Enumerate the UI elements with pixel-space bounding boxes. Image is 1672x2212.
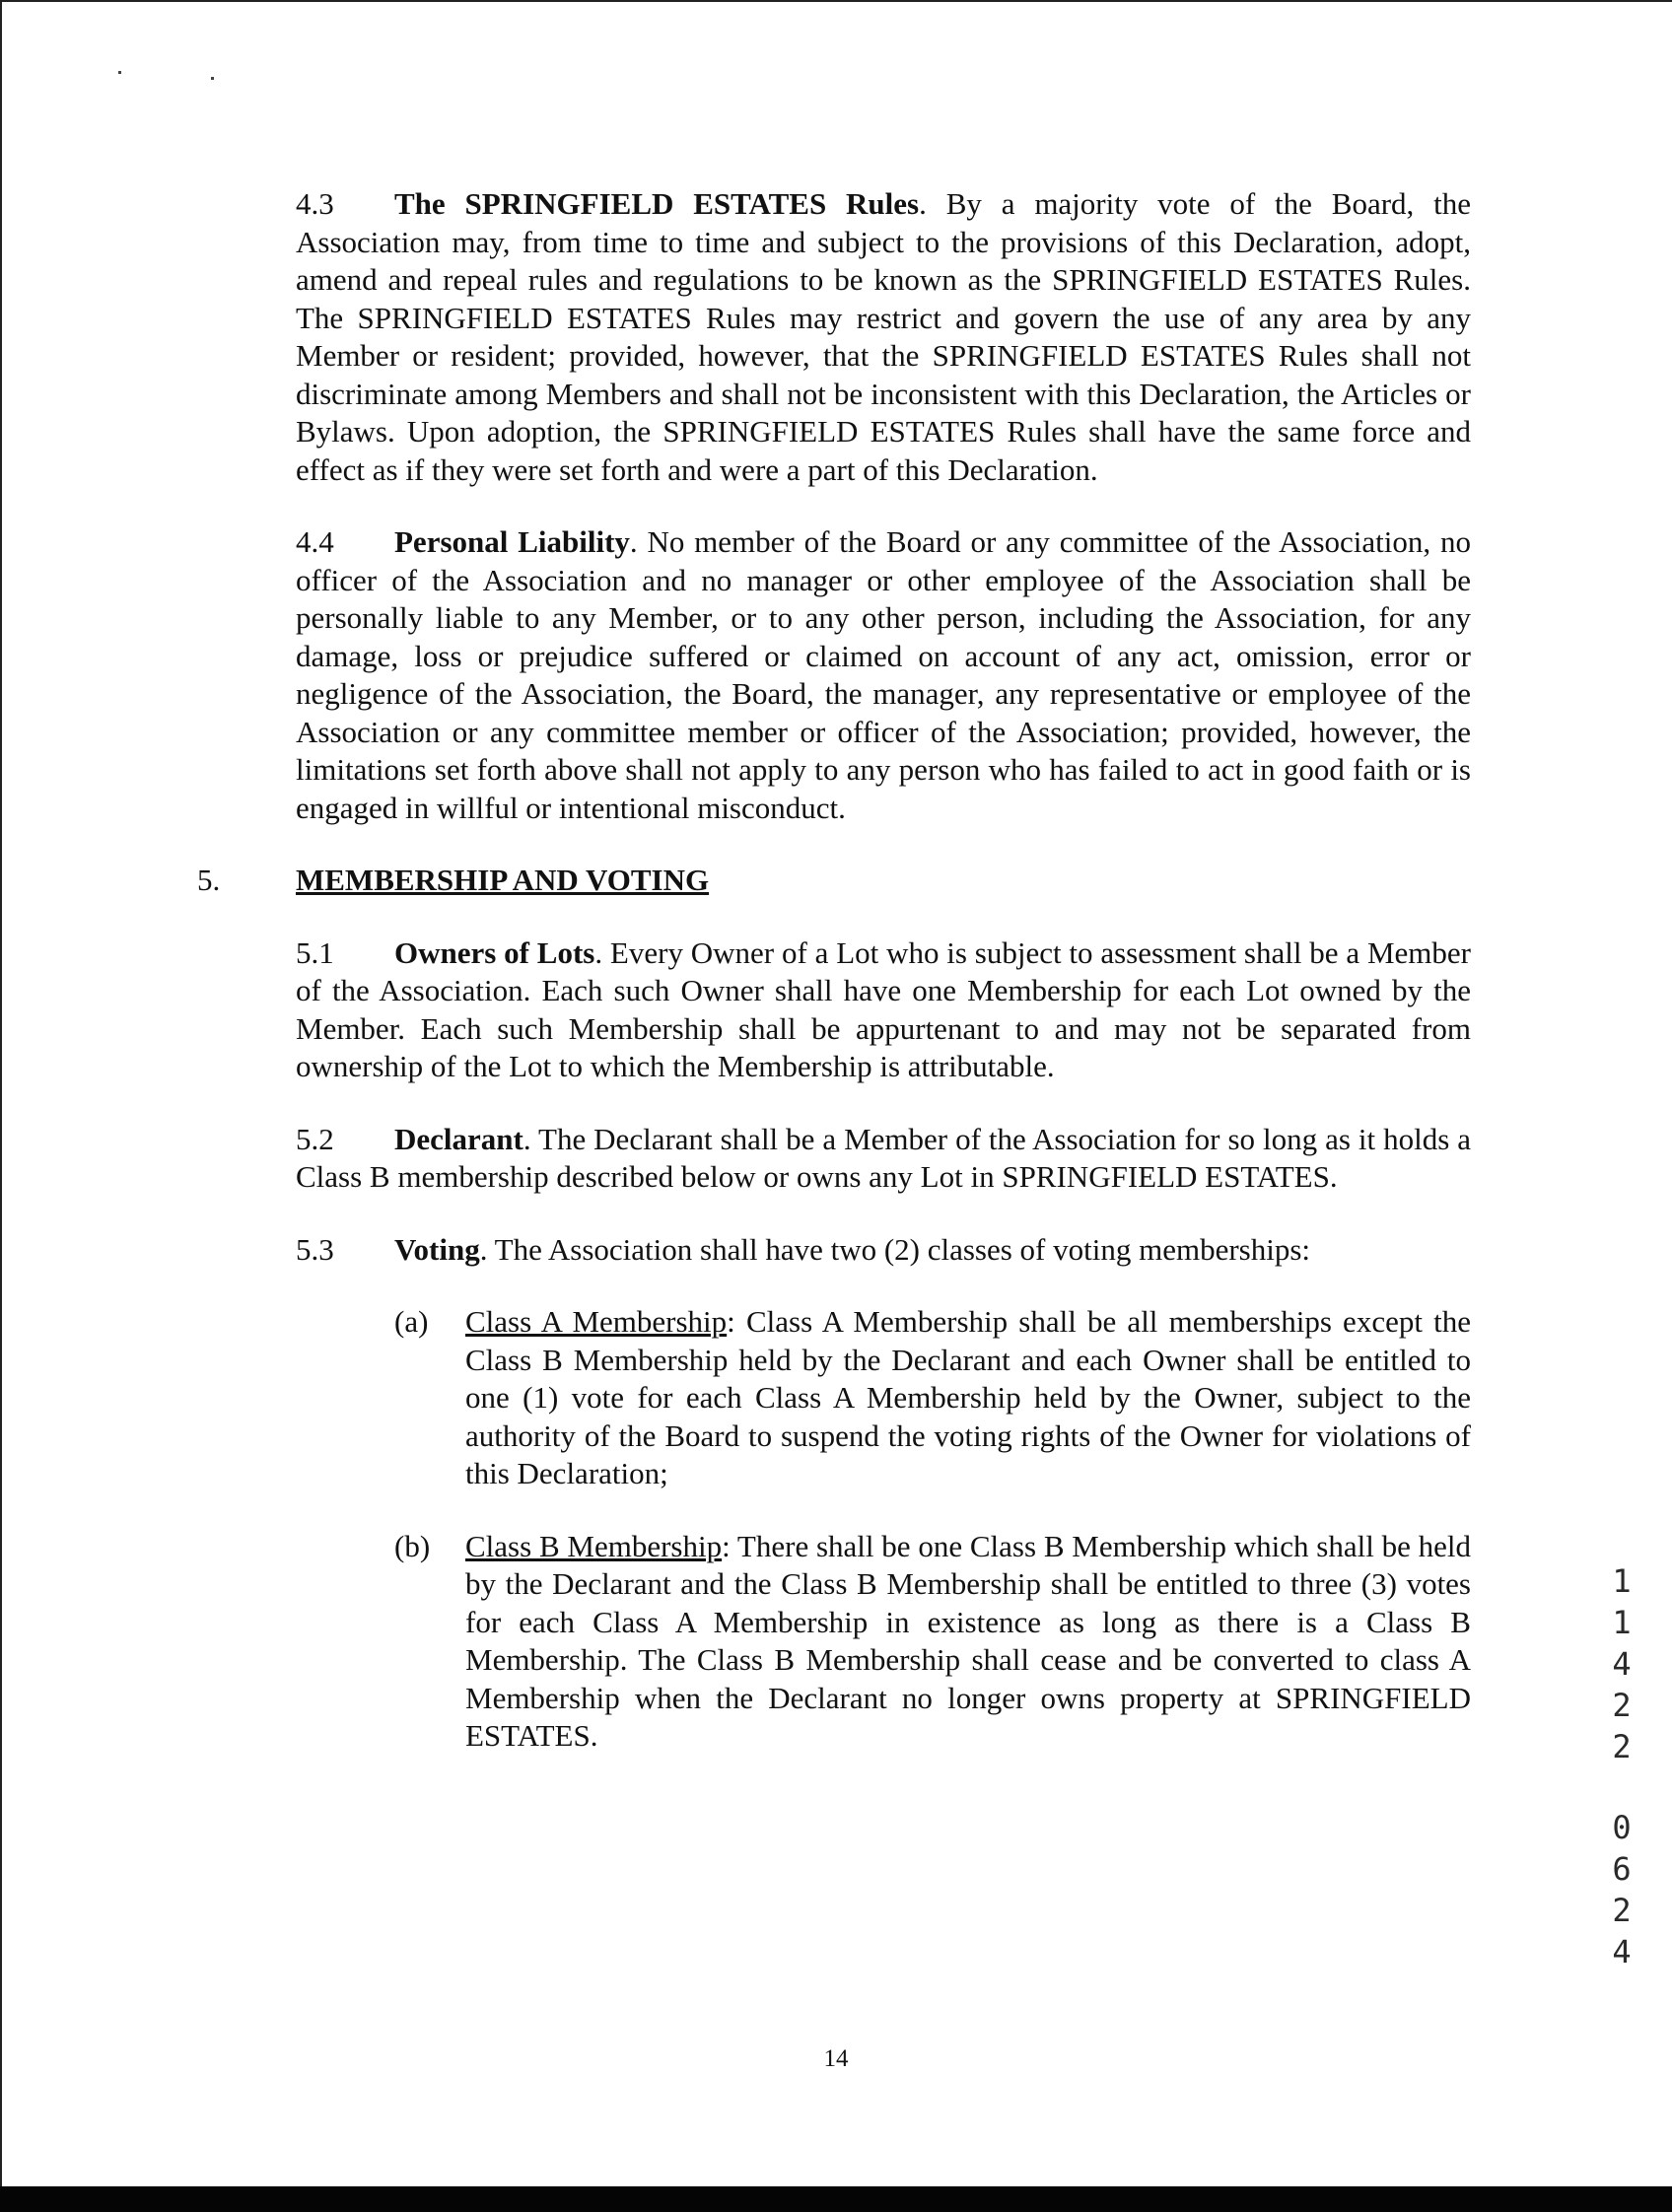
paragraph-text: . The Association shall have two (2) classes of voting memberships: (479, 1231, 1311, 1267)
paragraph-number: 5.3 (296, 1231, 334, 1267)
paragraph-4-4 (296, 523, 1471, 827)
stamp-digit: 6 (1612, 1850, 1632, 1888)
paragraph-5-1 (296, 934, 1471, 1086)
stamp-digit: 2 (1612, 1728, 1632, 1765)
paragraph-heading: Personal Liability (394, 524, 630, 559)
stamp-digit: 1 (1612, 1562, 1632, 1600)
side-stamp (1607, 1560, 1637, 1972)
paragraph-number: 5.2 (296, 1121, 334, 1156)
subitem-label: (b) (394, 1528, 431, 1563)
stamp-digit: 4 (1612, 1933, 1632, 1970)
paragraph-heading: Owners of Lots (394, 934, 595, 970)
section-number: 5. (197, 863, 221, 897)
scan-speck (118, 71, 121, 74)
section-title: MEMBERSHIP AND VOTING (296, 863, 710, 897)
paragraph-text: . No member of the Board or any committee of the Association, no officer of the Association and no manager or other employee of the Association shall be personally liable to any Member, or to any other person, including the Association, for any damage, loss or prejudice suffered or claimed on account of any act, omission, error or negligence of the Association, the Board, the manager, any representative or employee of the Association or any committee member or officer of the Association; provided, however, the limitations set forth above shall not apply to any person who has failed to act in good faith or is engaged in willful or intentional misconduct. (296, 524, 1471, 825)
paragraph-4-3 (296, 185, 1471, 489)
paragraph-text: . By a majority vote of the Board, the Association may, from time to time and subject to the provisions of this Declaration, adopt, amend and repeal rules and regulations to be known as the SPRINGFIELD ESTATES Rules. The SPRINGFIELD ESTATES Rules may restrict and govern the use of any area by any Member or resident; provided, however, that the SPRINGFIELD ESTATES Rules shall not discriminate among Members and shall not be inconsistent with this Declaration, the Articles or Bylaws. Upon adoption, the SPRINGFIELD ESTATES Rules shall have the same force and effect as if they were set forth and were a part of this Declaration. (296, 186, 1471, 487)
paragraph-5-2 (296, 1121, 1471, 1197)
paragraph-number: 5.1 (296, 934, 334, 970)
scan-speck (211, 77, 214, 80)
section-5-heading (197, 862, 1471, 900)
page-number: 14 (823, 2045, 849, 2072)
subitem-b (394, 1528, 1471, 1756)
subitem-text: : Class A Membership shall be all memberships except the Class B Membership held by the Declarant and each Owner shall be entitled to one (1) vote for each Class A Membership held by the Owner, subject to the authority of the Board to suspend the voting rights of the Owner for violations of this Declaration; (465, 1304, 1471, 1490)
paragraph-number: 4.4 (296, 524, 334, 559)
stamp-gap (1607, 1767, 1637, 1807)
paragraph-text: . Every Owner of a Lot who is subject to assessment shall be a Member of the Association. Each such Owner shall have one Membership for each Lot owned by the Member. Each such Membership shall be appurtenant to and may not be separated from ownership of the Lot to which the Membership is attributable. (296, 934, 1471, 1083)
subitem-label: (a) (394, 1304, 429, 1339)
subitem-heading: Class A Membership (465, 1304, 728, 1339)
paragraph-heading: Voting (394, 1231, 480, 1267)
stamp-digit: 1 (1612, 1604, 1632, 1641)
subitem-text: : There shall be one Class B Membership which shall be held by the Declarant and the Class B Membership shall be entitled to three (3) votes for each Class A Membership in existence as long as there is a Class B Membership. The Class B Membership shall cease and be converted to class A Membership when the Declarant no longer owns property at SPRINGFIELD ESTATES. (465, 1528, 1471, 1753)
paragraph-text: . The Declarant shall be a Member of the Association for so long as it holds a Class B membership described below or owns any Lot in SPRINGFIELD ESTATES. (296, 1121, 1471, 1194)
paragraph-5-3 (296, 1231, 1471, 1270)
subitem-a (394, 1303, 1471, 1493)
paragraph-heading: The SPRINGFIELD ESTATES Rules (394, 186, 920, 221)
stamp-digit: 2 (1612, 1892, 1632, 1929)
stamp-digit: 2 (1612, 1687, 1632, 1724)
subitem-heading: Class B Membership (465, 1528, 723, 1563)
stamp-digit: 0 (1612, 1809, 1632, 1846)
document-body (197, 185, 1471, 1790)
paragraph-heading: Declarant (394, 1121, 523, 1156)
paragraph-number: 4.3 (296, 186, 334, 221)
stamp-digit: 4 (1612, 1645, 1632, 1683)
scan-bottom-edge (0, 2186, 1672, 2212)
